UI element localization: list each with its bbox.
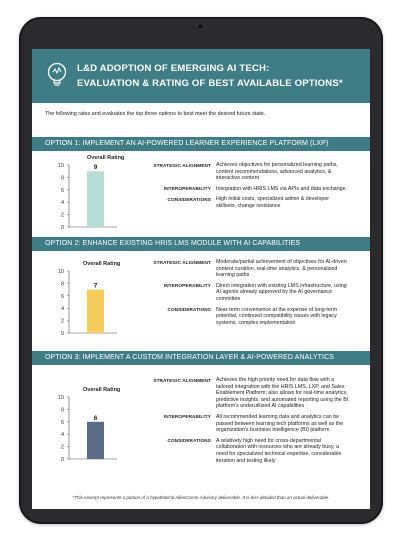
y-tick-label: 4 — [60, 432, 64, 439]
detail-row — [140, 377, 362, 410]
option-1-chart-svg — [42, 155, 132, 235]
y-tick-label: 8 — [60, 407, 64, 414]
detail-value: Moderate/partial achievement of objectives for AI-driven content curation, real-time analytics, & personalized learning paths — [216, 259, 347, 279]
y-tick-label: 10 — [57, 269, 64, 275]
detail-row — [140, 283, 362, 303]
option-2-heading: OPTION 2: ENHANCE EXISTING HRIS LMS MODULE WITH AI CAPABILITIES — [32, 237, 370, 251]
option-2-details — [140, 259, 362, 330]
camera-dot — [197, 23, 204, 30]
detail-key: INTEROPERABILITY — [163, 414, 211, 420]
detail-key: CONSIDERATIONS — [167, 196, 211, 202]
detail-key: STRATEGIC ALIGNMENT — [153, 377, 211, 383]
detail-row — [140, 162, 362, 182]
option-1-details — [140, 162, 362, 214]
rating-bar — [87, 290, 104, 333]
y-tick-label: 8 — [60, 175, 64, 182]
detail-value: Achieves the high priority need for data flow with a tailored integration with the HRIS LMS, LXP, and Sales Enablement Platform; also allows for real-time analytics, predictive insights, and automated reporting using the BI platform's underutilized AI capabilities — [216, 377, 349, 410]
chart-title: Overall Rating — [83, 387, 121, 393]
detail-value: All recommended learning data and analytics can be passed between learning tech platforms as well as the organization's business intelligence (BI) platform — [216, 413, 344, 434]
detail-value: Direct integration with existing LMS infrastructure, using AI agents already approved by the AI governance committee — [216, 282, 347, 302]
detail-value: Integration with HRIS LMS via APIs and data exchange. — [216, 185, 348, 192]
option-2-chart — [42, 261, 132, 351]
detail-row — [140, 196, 362, 209]
option-3-details — [140, 377, 362, 468]
page-title-line-2: EVALUATION & RATING OF BEST AVAILABLE OPTIONS* — [77, 78, 343, 89]
intro-text: The following rates and evaluates the top three options to best meet the desired future state. — [45, 111, 266, 117]
detail-key: CONSIDERATIONS — [167, 438, 211, 444]
option-1-heading: OPTION 1: IMPLEMENT AN AI-POWERED LEARNER EXPERIENCE PLATFORM (LXP) — [32, 137, 370, 151]
lightbulb-icon — [46, 61, 68, 87]
detail-row — [140, 307, 362, 327]
detail-key: INTEROPERABILITY — [163, 283, 211, 289]
y-tick-label: 6 — [60, 293, 64, 300]
y-tick-label: 6 — [60, 419, 64, 426]
detail-key: CONSIDERATIONS — [167, 307, 211, 313]
rating-value-label: 9 — [93, 164, 98, 172]
option-3-chart — [42, 387, 132, 477]
chart-title: Overall Rating — [87, 155, 125, 161]
y-tick-label: 2 — [60, 444, 64, 451]
y-tick-label: 10 — [57, 163, 64, 169]
y-tick-label: 0 — [60, 225, 64, 231]
rating-value-label: 7 — [93, 282, 98, 290]
detail-value: Achieves objectives for personalized learning paths, content recommendations, advanced analytics, & interactive content — [216, 162, 338, 182]
document-header — [32, 49, 370, 103]
detail-key: INTEROPERABILITY — [163, 186, 211, 192]
rating-value-label: 6 — [93, 414, 98, 422]
detail-value: Near-term convenience at the expense of long-term potential, continued compatibility issues with legacy systems, complex implementation — [216, 306, 338, 326]
y-tick-label: 10 — [57, 395, 64, 401]
y-tick-label: 2 — [60, 318, 64, 325]
detail-value: A relatively high need for cross-departmental collaboration with resources who are already busy, a need for specialized technical expertise, considerable iteration and testing likely — [216, 437, 342, 464]
y-tick-label: 0 — [60, 331, 64, 337]
detail-key: STRATEGIC ALIGNMENT — [153, 162, 211, 168]
rating-bar — [87, 171, 104, 227]
option-3-heading: OPTION 3: IMPLEMENT A CUSTOM INTEGRATION LAYER & AI-POWERED ANALYTICS — [32, 351, 370, 365]
option-3-chart-svg — [42, 387, 132, 477]
option-1-chart — [42, 155, 132, 235]
option-2-chart-svg — [42, 261, 132, 351]
detail-row — [140, 186, 362, 193]
tablet-frame — [19, 17, 383, 524]
document-page — [32, 49, 370, 509]
detail-row — [140, 414, 362, 434]
y-tick-label: 8 — [60, 281, 64, 288]
detail-row — [140, 438, 362, 464]
y-tick-label: 2 — [60, 212, 64, 219]
y-tick-label: 4 — [60, 200, 64, 207]
chart-title: Overall Rating — [83, 261, 121, 267]
rating-bar — [87, 422, 104, 459]
detail-value: High initial costs, specialized admin & developer skillsets, change resistance — [216, 196, 330, 209]
page-title-line-1: L&D ADOPTION OF EMERGING AI TECH: — [77, 63, 270, 74]
detail-key: STRATEGIC ALIGNMENT — [153, 259, 211, 265]
footnote: *This excerpt represents a portion of a hypothetical AllenComm Advisory deliverable. It is less detailed than an actual deliverable. — [72, 495, 330, 500]
y-tick-label: 0 — [60, 457, 64, 463]
y-tick-label: 4 — [60, 306, 64, 313]
detail-row — [140, 259, 362, 279]
y-tick-label: 6 — [60, 187, 64, 194]
